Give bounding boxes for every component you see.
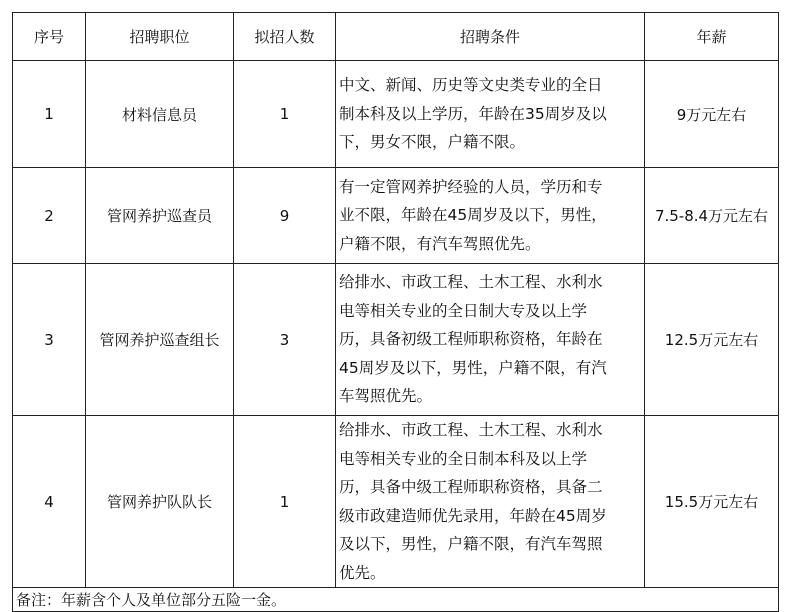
condition-line: 45周岁及以下，男性，户籍不限，有汽: [339, 358, 607, 377]
condition-line: 中文、新闻、历史等文史类专业的全日: [339, 76, 603, 95]
header-salary: 年薪: [645, 13, 779, 61]
condition-line: 历，具备中级工程师职称资格，具备二: [339, 478, 603, 496]
condition-line: 制本科及以上学历，年龄在35周岁及以: [339, 104, 607, 123]
row-count: 9: [234, 168, 336, 264]
condition-line: 优先。: [339, 563, 386, 582]
row-number: 4: [13, 416, 86, 588]
row-conditions: [336, 416, 645, 588]
header-position: 招聘职位: [86, 13, 234, 61]
row-count: 1: [234, 416, 336, 588]
condition-line: 给排水、市政工程、土木工程、水利水: [339, 273, 603, 292]
condition-line: 电等相关专业的全日制本科及以上学: [339, 449, 588, 468]
header-no: 序号: [13, 13, 86, 61]
row-number: 3: [13, 264, 86, 416]
condition-line: 给排水、市政工程、土木工程、水利水: [339, 421, 603, 439]
row-conditions: [336, 168, 645, 264]
row-salary: 12.5万元左右: [645, 264, 779, 416]
header-conditions: 招聘条件: [336, 13, 645, 61]
row-conditions: [336, 264, 645, 416]
note: 备注：年薪含个人及单位部分五险一金。: [13, 588, 779, 612]
condition-line: 车驾照优先。: [339, 387, 433, 406]
condition-line: 电等相关专业的全日制大专及以上学: [339, 301, 588, 320]
condition-line: 户籍不限，有汽车驾照优先。: [339, 234, 541, 253]
header-count: 拟招人数: [234, 13, 336, 61]
condition-line: 级市政建造师优先录用，年龄在45周岁: [339, 506, 607, 525]
table-row: [13, 264, 779, 416]
row-position: 管网养护巡查组长: [86, 264, 234, 416]
table-row: [13, 168, 779, 264]
row-position: 管网养护队队长: [86, 416, 234, 588]
condition-line: 历，具备初级工程师职称资格，年龄在: [339, 330, 603, 349]
row-position: 管网养护巡查员: [86, 168, 234, 264]
row-conditions: [336, 61, 645, 168]
recruitment-table: [12, 12, 779, 612]
row-salary: 7.5-8.4万元左右: [645, 168, 779, 264]
table-row: [13, 61, 779, 168]
row-count: 3: [234, 264, 336, 416]
condition-line: 有一定管网养护经验的人员，学历和专: [339, 177, 603, 196]
row-position: 材料信息员: [86, 61, 234, 168]
row-count: 1: [234, 61, 336, 168]
header-row: [13, 13, 779, 61]
note-row: [13, 588, 779, 612]
table-row: [13, 416, 779, 588]
row-salary: 9万元左右: [645, 61, 779, 168]
condition-line: 及以下，男性，户籍不限，有汽车驾照: [339, 535, 603, 553]
condition-line: 下，男女不限，户籍不限。: [339, 133, 526, 152]
row-number: 2: [13, 168, 86, 264]
row-salary: 15.5万元左右: [645, 416, 779, 588]
condition-line: 业不限，年龄在45周岁及以下，男性，: [339, 206, 607, 225]
row-number: 1: [13, 61, 86, 168]
